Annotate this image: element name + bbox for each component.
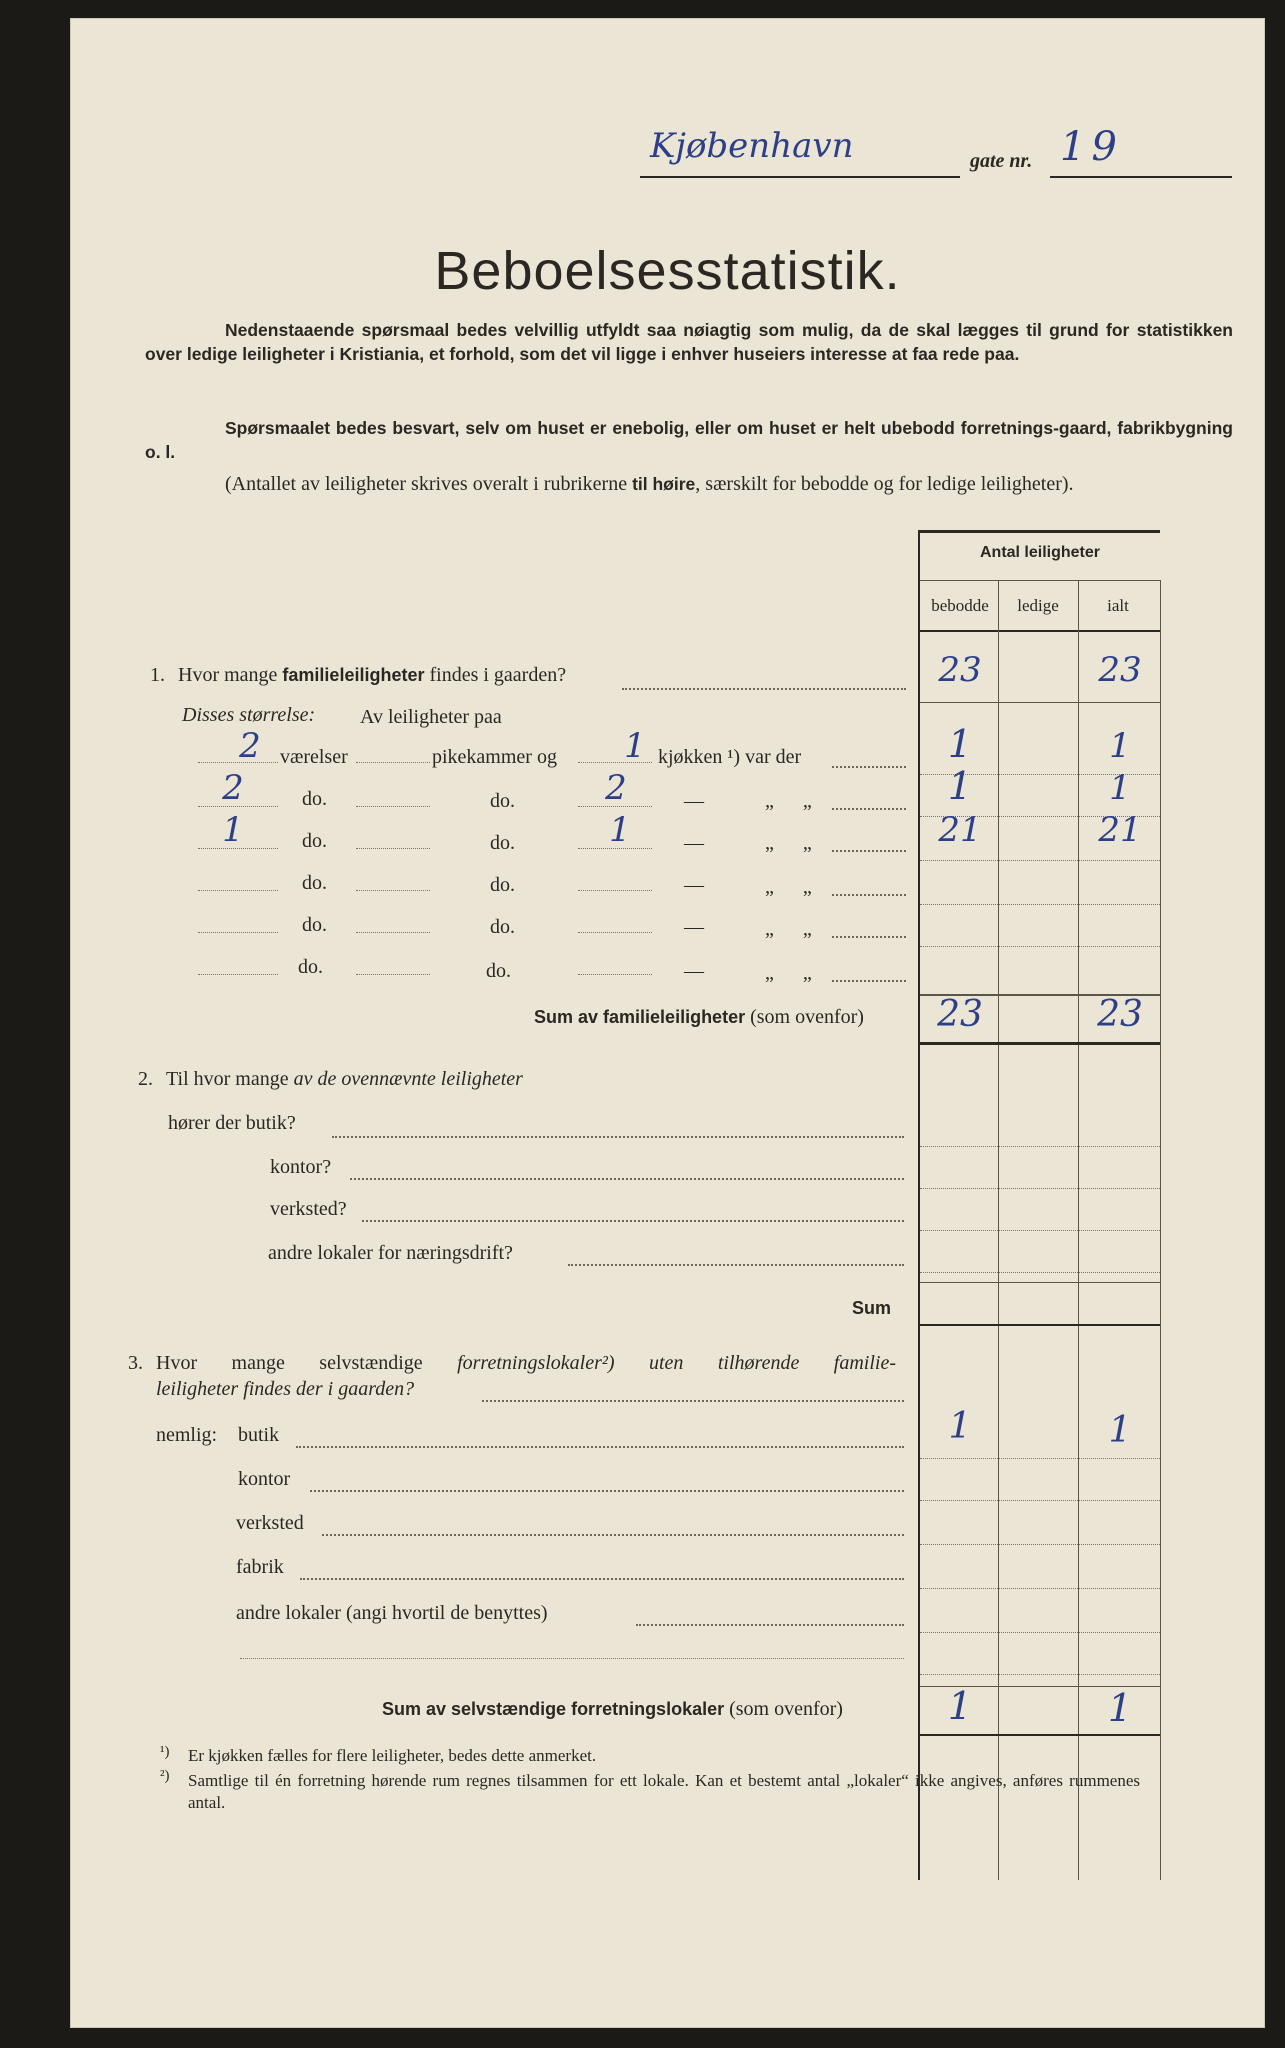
intro-paragraph-3 [145, 472, 1233, 496]
col-header-bebodde: bebodde [931, 596, 989, 615]
intro-p3-b: til høire [632, 474, 696, 494]
q3-sum-label [382, 1698, 843, 1721]
row3-rooms: 1 [222, 810, 244, 850]
q3-kontor: kontor [238, 1468, 291, 1490]
q2-verksted-dots [362, 1220, 904, 1222]
intro-p3-a: (Antallet av leiligheter skrives overalt i rubrikerne [225, 473, 633, 495]
intro-paragraph-1: Nedenstaaende spørsmaal bedes velvillig utfyldt saa nøiagtig som mulig, da de skal lægges til grund for statistikken over ledige leiligheter i Kristiania, et forhold, som det vil ligge i enhver huseiers interesse at faa rede paa. [145, 320, 1233, 364]
q1-text-b: familieleiligheter [282, 665, 425, 685]
row3-quote: „ „ [765, 832, 824, 854]
row4-rooms-line [198, 890, 278, 891]
q3-kontor-rule [920, 1500, 1160, 1501]
q1-leader-dots [622, 688, 906, 690]
q3-number: 3. [128, 1352, 143, 1374]
q3-sum-ialt: 1 [1107, 1686, 1133, 1730]
row4-kitchen-line [578, 890, 652, 891]
row2-maid-line [356, 806, 430, 807]
q3-nemlig: nemlig: [156, 1424, 218, 1446]
table-header-divider [920, 580, 1160, 581]
row2-rooms: 2 [222, 768, 244, 808]
col-header-ialt: ialt [1107, 596, 1129, 615]
row3-rule [920, 860, 1160, 861]
row3-ialt: 21 [1098, 810, 1142, 850]
page-title: Beboelsesstatistik. [434, 241, 901, 301]
row2-rooms-line [198, 806, 278, 807]
row5-kitchen-label: — [684, 916, 704, 938]
row4-leader-dots [832, 894, 906, 896]
row1-rooms: 2 [239, 726, 261, 766]
row6-rooms-label: do. [298, 956, 323, 978]
number-underline [1050, 176, 1232, 178]
row2-quote: „ „ [765, 790, 824, 812]
row5-rooms-line [198, 932, 278, 933]
q2-sum-label: Sum [852, 1298, 892, 1318]
row3-bebodde: 21 [938, 810, 982, 850]
q3-sum-a: Sum av selvstændige forretningslokaler [382, 1699, 725, 1719]
street-number-handwritten: 19 [1060, 124, 1123, 170]
row2-maid-label: do. [490, 790, 515, 812]
q3-butik: butik [238, 1424, 280, 1446]
row1-maid-line [356, 762, 430, 763]
footnote-2: Samtlige til én forretning hørende rum regnes tilsammen for ett lokale. Kan et bestemt antal „lokaler“ ikke angives, anføres rummenes antal. [188, 1771, 1140, 1812]
row6-kitchen-line [578, 974, 652, 975]
q2-andre: andre lokaler for næringsdrift? [268, 1242, 513, 1264]
q3-fabrik-dots [300, 1578, 904, 1580]
q2-verksted-rule [920, 1230, 1160, 1231]
q3-text [156, 1352, 896, 1375]
row6-maid-label: do. [486, 960, 511, 982]
q1-size-label: Disses størrelse: [182, 704, 316, 726]
q2-sum-top-rule [920, 1282, 1160, 1283]
q2-butik: hører der butik? [168, 1112, 296, 1134]
row3-kitchen-label: — [684, 832, 704, 854]
q3-andre-rule [920, 1632, 1160, 1633]
q3-andre: andre lokaler (angi hvortil de benyttes) [236, 1602, 548, 1624]
row4-quote: „ „ [765, 876, 824, 898]
row2-ialt: 1 [1109, 768, 1131, 808]
q1-sum-bebodde: 23 [937, 994, 983, 1035]
q3-sum-rule [918, 1734, 1160, 1736]
q3-text-a: Hvor mange selvstændige [156, 1352, 458, 1374]
q2-butik-rule [920, 1146, 1160, 1147]
row6-quote: „ „ [765, 962, 824, 984]
street-underline [640, 176, 960, 178]
row2-kitchen-label: — [684, 790, 704, 812]
q1-bebodde-value: 23 [938, 650, 982, 690]
q3-leader-dots [482, 1400, 904, 1402]
col-header-ledige: ledige [1017, 596, 1059, 615]
row1-ialt: 1 [1109, 726, 1131, 766]
q2-andre-dots [568, 1264, 904, 1266]
q3-text-c: leiligheter findes der i gaarden? [156, 1378, 415, 1400]
q3-text-b: forretningslokaler²) uten tilhørende familie- [457, 1352, 896, 1374]
q3-blank-line [240, 1658, 904, 1659]
row2-bebodde: 1 [947, 764, 973, 808]
q2-text-a: Til hvor mange [166, 1068, 294, 1090]
q1-sum-a: Sum av familieleiligheter [534, 1007, 746, 1027]
intro-paragraph-2: Spørsmaalet bedes besvart, selv om huset er enebolig, eller om huset er helt ubebodd forretnings-gaard, fabrikbygning o. l. [145, 418, 1233, 462]
row3-rooms-label: do. [302, 830, 327, 852]
q3-sum-b: (som ovenfor) [724, 1698, 843, 1720]
row2-rooms-label: do. [302, 788, 327, 810]
row3-maid-line [356, 848, 430, 849]
q3-butik-rule [920, 1458, 1160, 1459]
table-left-border [918, 530, 920, 1880]
q3-extra-rule [920, 1674, 1160, 1675]
q1-text-c: findes i gaarden? [424, 664, 567, 686]
q3-butik-ialt: 1 [1108, 1410, 1132, 1451]
q2-number: 2. [138, 1068, 153, 1090]
q1-ialt-value: 23 [1098, 650, 1142, 690]
row3-maid-label: do. [490, 832, 515, 854]
q3-fabrik: fabrik [236, 1556, 284, 1578]
q3-andre-dots [636, 1624, 904, 1626]
q1-sum-rule [918, 1042, 1160, 1045]
q2-text [166, 1068, 523, 1091]
row1-rooms-line [198, 762, 278, 763]
row1-leader-dots [832, 766, 906, 768]
table-header-title: Antal leiligheter [979, 544, 1101, 561]
q1-size-label-b: Av leiligheter paa [360, 706, 502, 728]
q2-verksted: verksted? [270, 1198, 347, 1220]
q3-butik-bebodde: 1 [948, 1406, 972, 1447]
q2-andre-rule [920, 1272, 1160, 1273]
q2-sum-rule [918, 1324, 1160, 1326]
row6-maid-line [356, 974, 430, 975]
row5-rooms-label: do. [302, 914, 327, 936]
q3-butik-dots [296, 1446, 904, 1448]
table-top-rule [918, 530, 1160, 533]
q2-text-b: av de ovennævnte leiligheter [293, 1068, 523, 1090]
gate-label: gate nr. [970, 150, 1033, 172]
table-right-border [1160, 580, 1161, 1880]
row4-kitchen-label: — [684, 874, 704, 896]
q3-fabrik-rule [920, 1588, 1160, 1589]
row5-rule [920, 946, 1160, 947]
row4-rule [920, 904, 1160, 905]
form-sheet [70, 18, 1265, 2028]
q3-verksted: verksted [236, 1512, 304, 1534]
footnote-1: Er kjøkken fælles for flere leiligheter, bedes dette anmerket. [188, 1746, 597, 1765]
q2-kontor: kontor? [270, 1156, 332, 1178]
footnote-2-mark: ²) [160, 1768, 170, 1784]
row5-leader-dots [832, 936, 906, 938]
row5-quote: „ „ [765, 918, 824, 940]
row1-kitchen-label: kjøkken ¹) var der [658, 746, 802, 768]
q3-sum-bebodde: 1 [947, 1684, 973, 1728]
row5-maid-line [356, 932, 430, 933]
q1-sum-b: (som ovenfor) [745, 1006, 864, 1028]
row6-rooms-line [198, 974, 278, 975]
q2-butik-dots [332, 1136, 904, 1138]
row2-leader-dots [832, 808, 906, 810]
q1-row-rule [920, 702, 1160, 703]
row4-maid-label: do. [490, 874, 515, 896]
row2-kitchens: 2 [605, 768, 627, 808]
q1-number: 1. [150, 664, 165, 686]
q1-sum-label [534, 1006, 864, 1029]
row5-kitchen-line [578, 932, 652, 933]
row5-maid-label: do. [490, 916, 515, 938]
row3-kitchens: 1 [609, 810, 631, 850]
row4-maid-line [356, 890, 430, 891]
row4-rooms-label: do. [302, 872, 327, 894]
table-header-bottom-rule [920, 630, 1160, 632]
q1-text-a: Hvor mange [178, 664, 283, 686]
row1-kitchens: 1 [624, 726, 646, 766]
row1-bebodde: 1 [947, 722, 973, 766]
q1-sum-ialt: 23 [1097, 994, 1143, 1035]
intro-p3-c: , særskilt for bebodde og for ledige leiligheter). [695, 473, 1074, 495]
row1-rooms-label: værelser [280, 746, 348, 768]
street-name-handwritten: Kjøbenhavn [650, 126, 854, 166]
q3-verksted-rule [920, 1544, 1160, 1545]
q2-kontor-dots [350, 1178, 904, 1180]
row1-maid-label: pikekammer og [432, 746, 557, 768]
row6-kitchen-label: — [684, 960, 704, 982]
row6-leader-dots [832, 980, 906, 982]
q3-kontor-dots [310, 1490, 904, 1492]
row3-rooms-line [198, 848, 278, 849]
q3-verksted-dots [322, 1534, 904, 1536]
footnote-1-mark: ¹) [160, 1744, 170, 1760]
q1-text [178, 664, 566, 687]
row3-leader-dots [832, 850, 906, 852]
q2-kontor-rule [920, 1188, 1160, 1189]
